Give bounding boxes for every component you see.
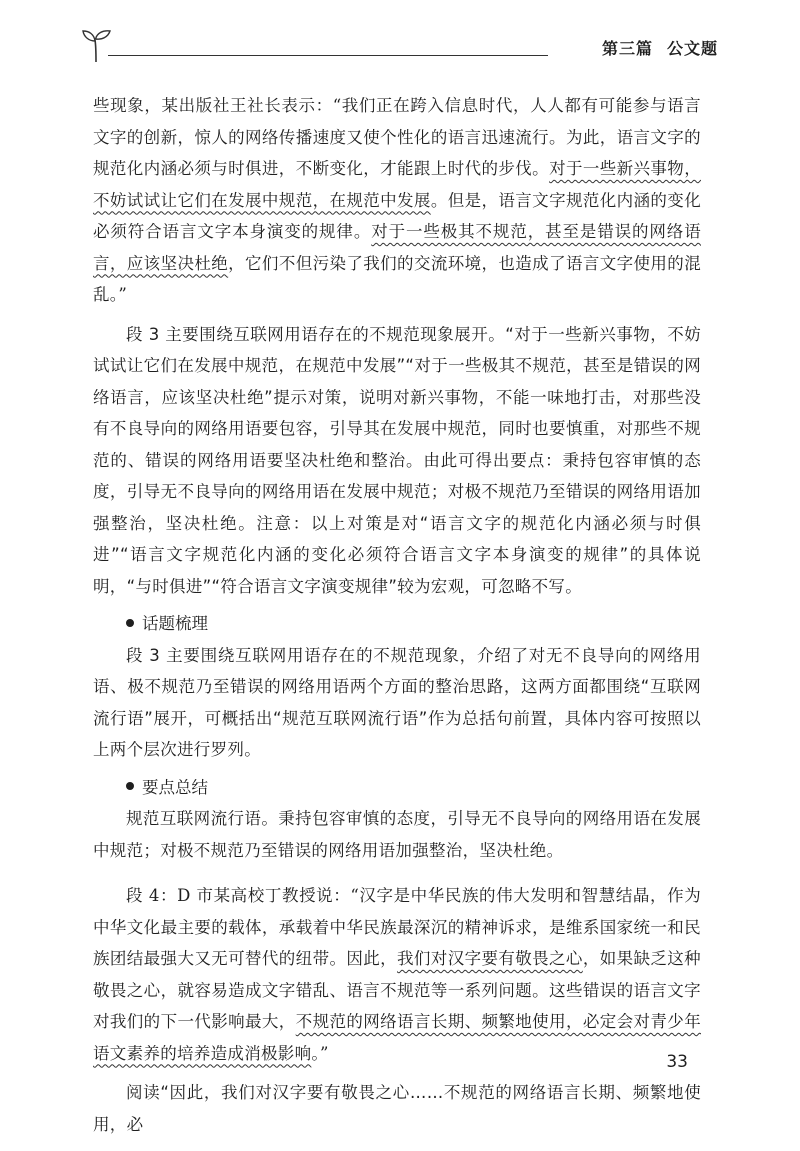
page-number: 33 bbox=[666, 1052, 688, 1072]
p5-text-c: 。” bbox=[311, 1043, 329, 1063]
bullet-label: 要点总结 bbox=[142, 777, 208, 797]
p5-text-b: ，如果缺乏这种敬畏之心，就容易造成文字错乱、语言不规范等一系列问题。这些错误的语言文字对我们的下一代影响最大， bbox=[93, 949, 701, 1031]
bullet-label: 话题梳理 bbox=[142, 614, 208, 633]
quote-paragraph-2 bbox=[93, 880, 701, 1069]
p1-text-a: 些现象，某出版社王社长表示：“我们正在跨入信息时代，人人都有可能参与语言文字的创新，惊人的网络传播速度又使个性化的语言迅速流行。为此，语言文字的规范化内涵必须与时俱进，不断变化，才能跟上时代的步伐。 bbox=[93, 96, 701, 178]
chapter-label: 第三篇 bbox=[601, 39, 653, 58]
header-rule bbox=[108, 55, 548, 56]
reading-paragraph: 阅读“因此，我们对汉字要有敬畏之心……不规范的网络语言长期、频繁地使用，必 bbox=[93, 1083, 701, 1134]
bullet-key-points bbox=[93, 772, 701, 804]
p5-text-a: 段 4：D 市某高校丁教授说：“汉字是中华民族的伟大发明和智慧结晶，作为中华文化最主要的载体，承载着中华民族最深沉的精神诉求，是维系国家统一和民族团结最强大又无可替代的纽带。因此， bbox=[93, 886, 701, 968]
bullet-dot-icon bbox=[126, 782, 134, 790]
bullet-dot-icon bbox=[126, 619, 134, 627]
page-body bbox=[93, 90, 701, 1140]
summary-paragraph: 规范互联网流行语。秉持包容审慎的态度，引导无不良导向的网络用语在发展中规范；对极不规范乃至错误的网络用语加强整治，坚决杜绝。 bbox=[93, 809, 701, 860]
bullet-topic-review bbox=[93, 608, 701, 640]
p1-text-c: ，它们不但污染了我们的交流环境，也造成了语言文字使用的混乱。” bbox=[93, 253, 701, 304]
section-label: 公文题 bbox=[666, 39, 718, 58]
page-header bbox=[78, 22, 718, 62]
p5-underlined-2: 不规范的网络语言长期、频繁地使用，必定会对青少年语文素养的培养造成消极影响 bbox=[93, 1012, 701, 1063]
sprout-icon bbox=[80, 24, 114, 64]
p1-underlined-1: 对于一些新兴事物，不妨试试让它们在发展中规范，在规范中发展 bbox=[93, 159, 701, 210]
topic-paragraph: 段 3 主要围绕互联网用语存在的不规范现象，介绍了对无不良导向的网络用语、极不规范乃至错误的网络用语两个方面的整治思路，这两方面都围绕“互联网流行语”展开，可概括出“规范互联网流行语”作为总括句前置，具体内容可按照以上两个层次进行罗列。 bbox=[93, 645, 701, 759]
quote-paragraph-1 bbox=[93, 90, 701, 311]
p5-underlined-1: 我们对汉字要有敬畏之心 bbox=[397, 949, 583, 968]
p1-underlined-2: 对于一些极其不规范，甚至是错误的网络语言，应该坚决杜绝 bbox=[93, 222, 701, 273]
analysis-paragraph: 段 3 主要围绕互联网用语存在的不规范现象展开。“对于一些新兴事物，不妨试试让它们在发展中规范，在规范中发展”“对于一些极其不规范，甚至是错误的网络语言，应该坚决杜绝”提示对策，说明对新兴事物，不能一味地打击，对那些没有不良导向的网络用语要包容，引导其在发展中规范，同时也要慎重，对那些不规范的、错误的网络用语要坚决杜绝和整治。由此可得出要点：秉持包容审慎的态度，引导无不良导向的网络用语在发展中规范；对极不规范乃至错误的网络用语加强整治，坚决杜绝。注意：以上对策是对“语言文字的规范化内涵必须与时俱进”“语言文字规范化内涵的变化必须符合语言文字本身演变的规律”的具体说明，“与时俱进”“符合语言文字演变规律”较为宏观，可忽略不写。 bbox=[93, 324, 701, 596]
chapter-title bbox=[588, 36, 718, 59]
p1-text-b: 。但是，语言文字规范化内涵的变化必须符合语言文字本身演变的规律。 bbox=[93, 190, 701, 241]
